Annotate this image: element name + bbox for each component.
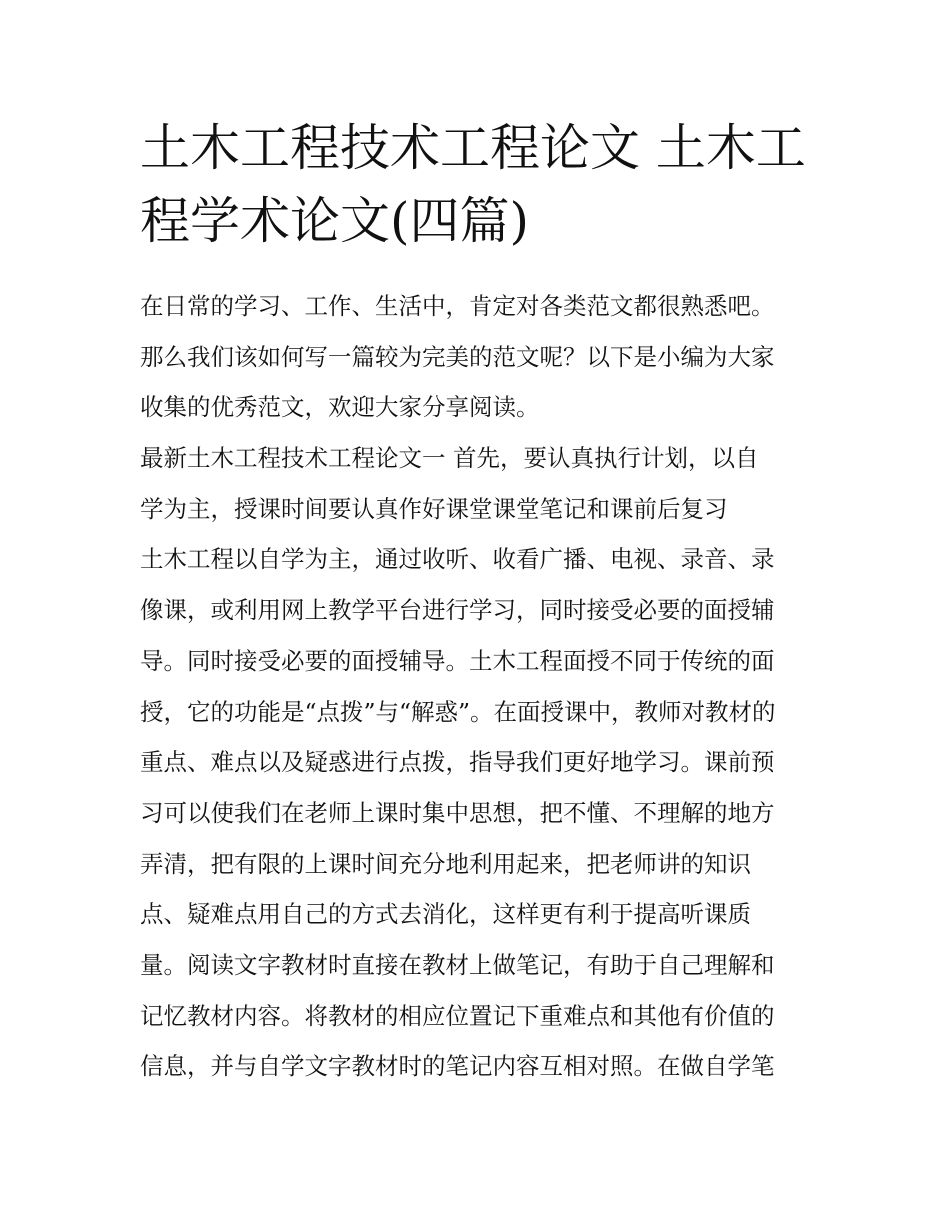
body-line: 像课，或利用网上教学平台进行学习，同时接受必要的面授辅 xyxy=(140,596,775,625)
body-line: 在日常的学习、工作、生活中，肯定对各类范文都很熟悉吧。 xyxy=(140,292,775,320)
body-line: 学为主，授课时间要认真作好课堂课堂笔记和课前后复习 xyxy=(140,494,728,523)
document-body xyxy=(140,281,840,1092)
body-line: 记忆教材内容。将教材的相应位置记下重难点和其他有价值的 xyxy=(140,1001,775,1030)
body-line: 收集的优秀范文，欢迎大家分享阅读。 xyxy=(140,393,540,422)
title-line-2: 程学术论文(四篇) xyxy=(140,192,530,250)
body-line: 最新土木工程技术工程论文一 首先，要认真执行计划，以自 xyxy=(140,444,759,473)
body-line: 信息，并与自学文字教材时的笔记内容互相对照。在做自学笔 xyxy=(140,1052,775,1081)
body-line: 重点、难点以及疑惑进行点拨，指导我们更好地学习。课前预 xyxy=(140,748,775,777)
body-line: 量。阅读文字教材时直接在教材上做笔记，有助于自己理解和 xyxy=(140,950,775,979)
title-line-1: 土木工程技术工程论文 土木工 xyxy=(140,119,806,177)
body-line: 授，它的功能是“点拨”与“解惑”。在面授课中，教师对教材的 xyxy=(140,697,776,726)
body-line: 土木工程以自学为主，通过收听、收看广播、电视、录音、录 xyxy=(140,545,775,574)
body-line: 习可以使我们在老师上课时集中思想，把不懂、不理解的地方 xyxy=(140,798,775,827)
body-line: 弄清，把有限的上课时间充分地利用起来，把老师讲的知识 xyxy=(140,849,751,878)
body-line: 点、疑难点用自己的方式去消化，这样更有利于提高听课质 xyxy=(140,900,751,929)
body-line: 导。同时接受必要的面授辅导。土木工程面授不同于传统的面 xyxy=(140,646,775,675)
document-title xyxy=(140,112,840,258)
body-line: 那么我们该如何写一篇较为完美的范文呢？以下是小编为大家 xyxy=(140,342,775,371)
